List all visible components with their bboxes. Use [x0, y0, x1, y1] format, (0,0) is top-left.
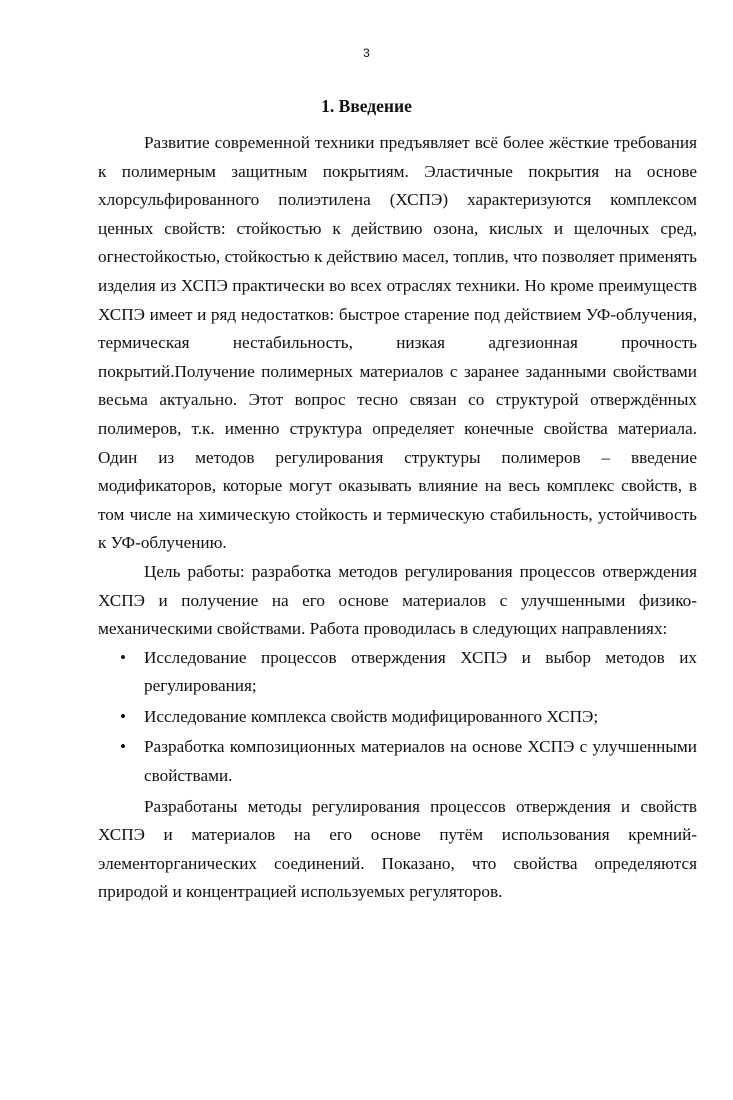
results-paragraph: Разработаны методы регулирования процессов отверждения и свойств ХСПЭ и материалов на его основе путём использования кремний-элементорганических соединений. Показано, что свойства определяются природой и концентрацией используемых регуляторов. — [98, 796, 697, 902]
list-item — [98, 644, 697, 701]
bullet-icon: • — [119, 647, 127, 667]
page-number: 3 — [363, 46, 370, 60]
intro-paragraph: Развитие современной техники предъявляет всё более жёсткие требования к полимерным защитным покрытиям. Эластичные покрытия на основе хлорсульфированного полиэтилена (ХСПЭ) характеризуются комплексом ценных свойств: стойкостью к действию озона, кислых и щелочных сред, огнестойкостью, стойкостью к действию масел, топлив, что позволяет применять изделия из ХСПЭ практически во всех отраслях техники. Но кроме преимуществ ХСПЭ имеет и ряд недостатков: быстрое старение под действием УФ-облучения, термическая нестабильность, низкая адгезионная прочность покрытий.Получение полимерных материалов с заранее заданными свойствами весьма актуально. Этот вопрос тесно связан со структурой отверждённых полимеров, т.к. именно структура определяет конечные свойства материала. Один из методов регулирования структуры полимеров – введение модификаторов, которые могут оказывать влияние на весь комплекс свойств, в том числе на химическую стойкость и термическую стабильность, устойчивость к УФ-облучению. — [98, 133, 697, 553]
list-item — [98, 733, 697, 790]
list-item — [98, 703, 697, 732]
bullet-icon: • — [119, 737, 127, 757]
list-item-text: Разработка композиционных материалов на основе ХСПЭ с улучшенными свойствами. — [144, 737, 697, 786]
section-heading: 1. Введение — [321, 96, 412, 116]
list-item-text: Исследование процессов отверждения ХСПЭ и выбор методов их регулирования; — [144, 647, 697, 696]
goal-paragraph: Цель работы: разработка методов регулирования процессов отверждения ХСПЭ и получение на его основе материалов с улучшенными физико-механическими свойствами. Работа проводилась в следующих направлениях: — [98, 561, 697, 639]
bullet-icon: • — [119, 706, 127, 726]
directions-list — [98, 644, 697, 791]
list-item-text: Исследование комплекса свойств модифицированного ХСПЭ; — [144, 706, 599, 726]
document-body — [98, 129, 697, 907]
